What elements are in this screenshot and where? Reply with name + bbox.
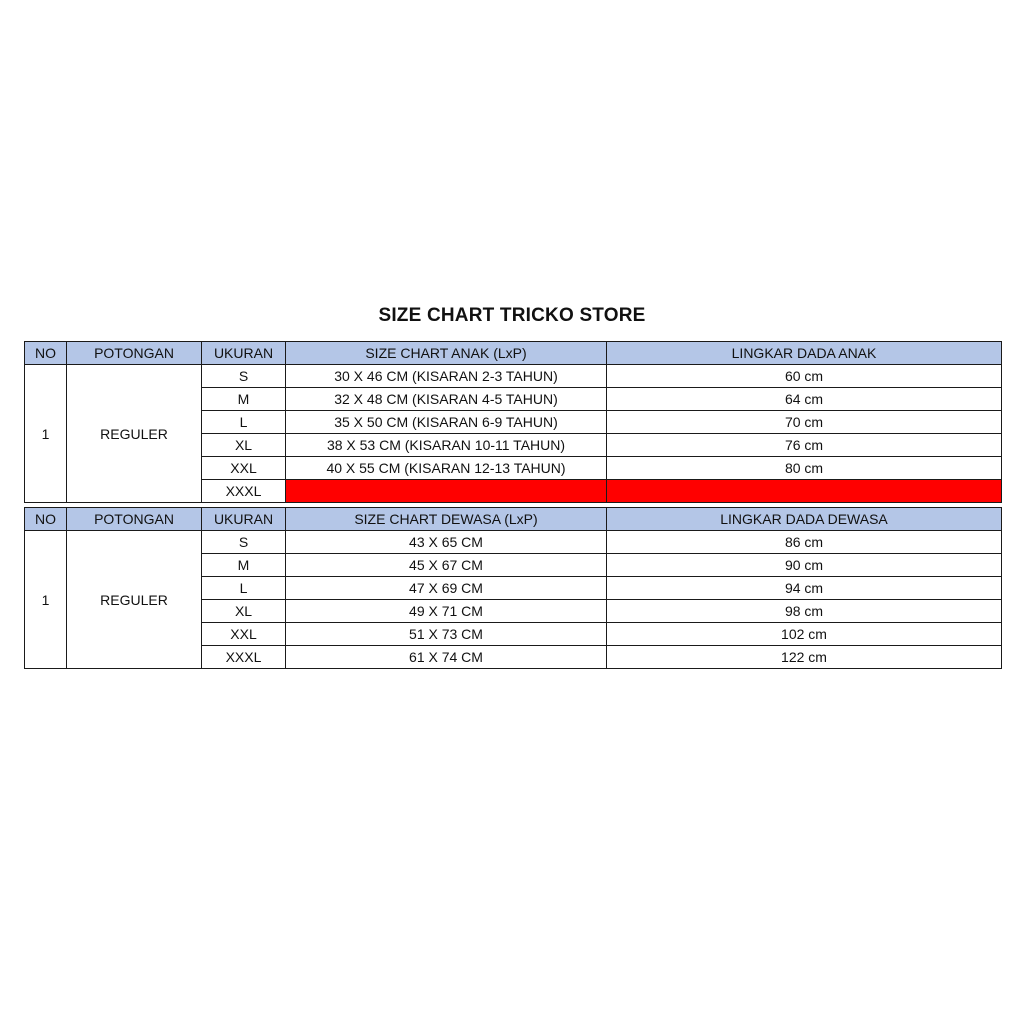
size-cell: 49 X 71 CM xyxy=(286,600,607,623)
header-potongan: POTONGAN xyxy=(67,342,202,365)
potongan-value: REGULER xyxy=(67,365,202,503)
unavailable-lingkar-cell xyxy=(607,480,1002,503)
size-cell: 61 X 74 CM xyxy=(286,646,607,669)
size-cell: 30 X 46 CM (KISARAN 2-3 TAHUN) xyxy=(286,365,607,388)
header-ukuran: UKURAN xyxy=(202,342,286,365)
adult-header-row xyxy=(25,508,1002,531)
lingkar-cell: 60 cm xyxy=(607,365,1002,388)
size-cell: 51 X 73 CM xyxy=(286,623,607,646)
lingkar-cell: 70 cm xyxy=(607,411,1002,434)
header-ukuran: UKURAN xyxy=(202,508,286,531)
header-no: NO xyxy=(25,342,67,365)
row-number: 1 xyxy=(25,531,67,669)
header-lingkar-dada-anak: LINGKAR DADA ANAK xyxy=(607,342,1002,365)
ukuran-cell: L xyxy=(202,411,286,434)
ukuran-cell: XL xyxy=(202,600,286,623)
header-potongan: POTONGAN xyxy=(67,508,202,531)
ukuran-cell: XXXL xyxy=(202,646,286,669)
size-cell: 45 X 67 CM xyxy=(286,554,607,577)
ukuran-cell: XXL xyxy=(202,457,286,480)
kids-size-table xyxy=(24,341,1002,503)
ukuran-cell: S xyxy=(202,365,286,388)
size-cell: 32 X 48 CM (KISARAN 4-5 TAHUN) xyxy=(286,388,607,411)
ukuran-cell: S xyxy=(202,531,286,554)
header-lingkar-dada-dewasa: LINGKAR DADA DEWASA xyxy=(607,508,1002,531)
unavailable-size-cell xyxy=(286,480,607,503)
lingkar-cell: 90 cm xyxy=(607,554,1002,577)
page-title: SIZE CHART TRICKO STORE xyxy=(378,305,646,326)
lingkar-cell: 98 cm xyxy=(607,600,1002,623)
ukuran-cell: XXL xyxy=(202,623,286,646)
lingkar-cell: 122 cm xyxy=(607,646,1002,669)
ukuran-cell: XXXL xyxy=(202,480,286,503)
lingkar-cell: 102 cm xyxy=(607,623,1002,646)
ukuran-cell: M xyxy=(202,388,286,411)
lingkar-cell: 86 cm xyxy=(607,531,1002,554)
kids-header-row xyxy=(25,342,1002,365)
header-size-chart-anak: SIZE CHART ANAK (LxP) xyxy=(286,342,607,365)
lingkar-cell: 76 cm xyxy=(607,434,1002,457)
table-row xyxy=(25,365,1002,388)
size-cell: 40 X 55 CM (KISARAN 12-13 TAHUN) xyxy=(286,457,607,480)
potongan-value: REGULER xyxy=(67,531,202,669)
ukuran-cell: L xyxy=(202,577,286,600)
size-cell: 38 X 53 CM (KISARAN 10-11 TAHUN) xyxy=(286,434,607,457)
size-cell: 35 X 50 CM (KISARAN 6-9 TAHUN) xyxy=(286,411,607,434)
size-cell: 43 X 65 CM xyxy=(286,531,607,554)
lingkar-cell: 94 cm xyxy=(607,577,1002,600)
ukuran-cell: M xyxy=(202,554,286,577)
ukuran-cell: XL xyxy=(202,434,286,457)
row-number: 1 xyxy=(25,365,67,503)
table-row xyxy=(25,531,1002,554)
size-cell: 47 X 69 CM xyxy=(286,577,607,600)
lingkar-cell: 80 cm xyxy=(607,457,1002,480)
header-size-chart-dewasa: SIZE CHART DEWASA (LxP) xyxy=(286,508,607,531)
lingkar-cell: 64 cm xyxy=(607,388,1002,411)
adult-size-table xyxy=(24,507,1002,669)
header-no: NO xyxy=(25,508,67,531)
